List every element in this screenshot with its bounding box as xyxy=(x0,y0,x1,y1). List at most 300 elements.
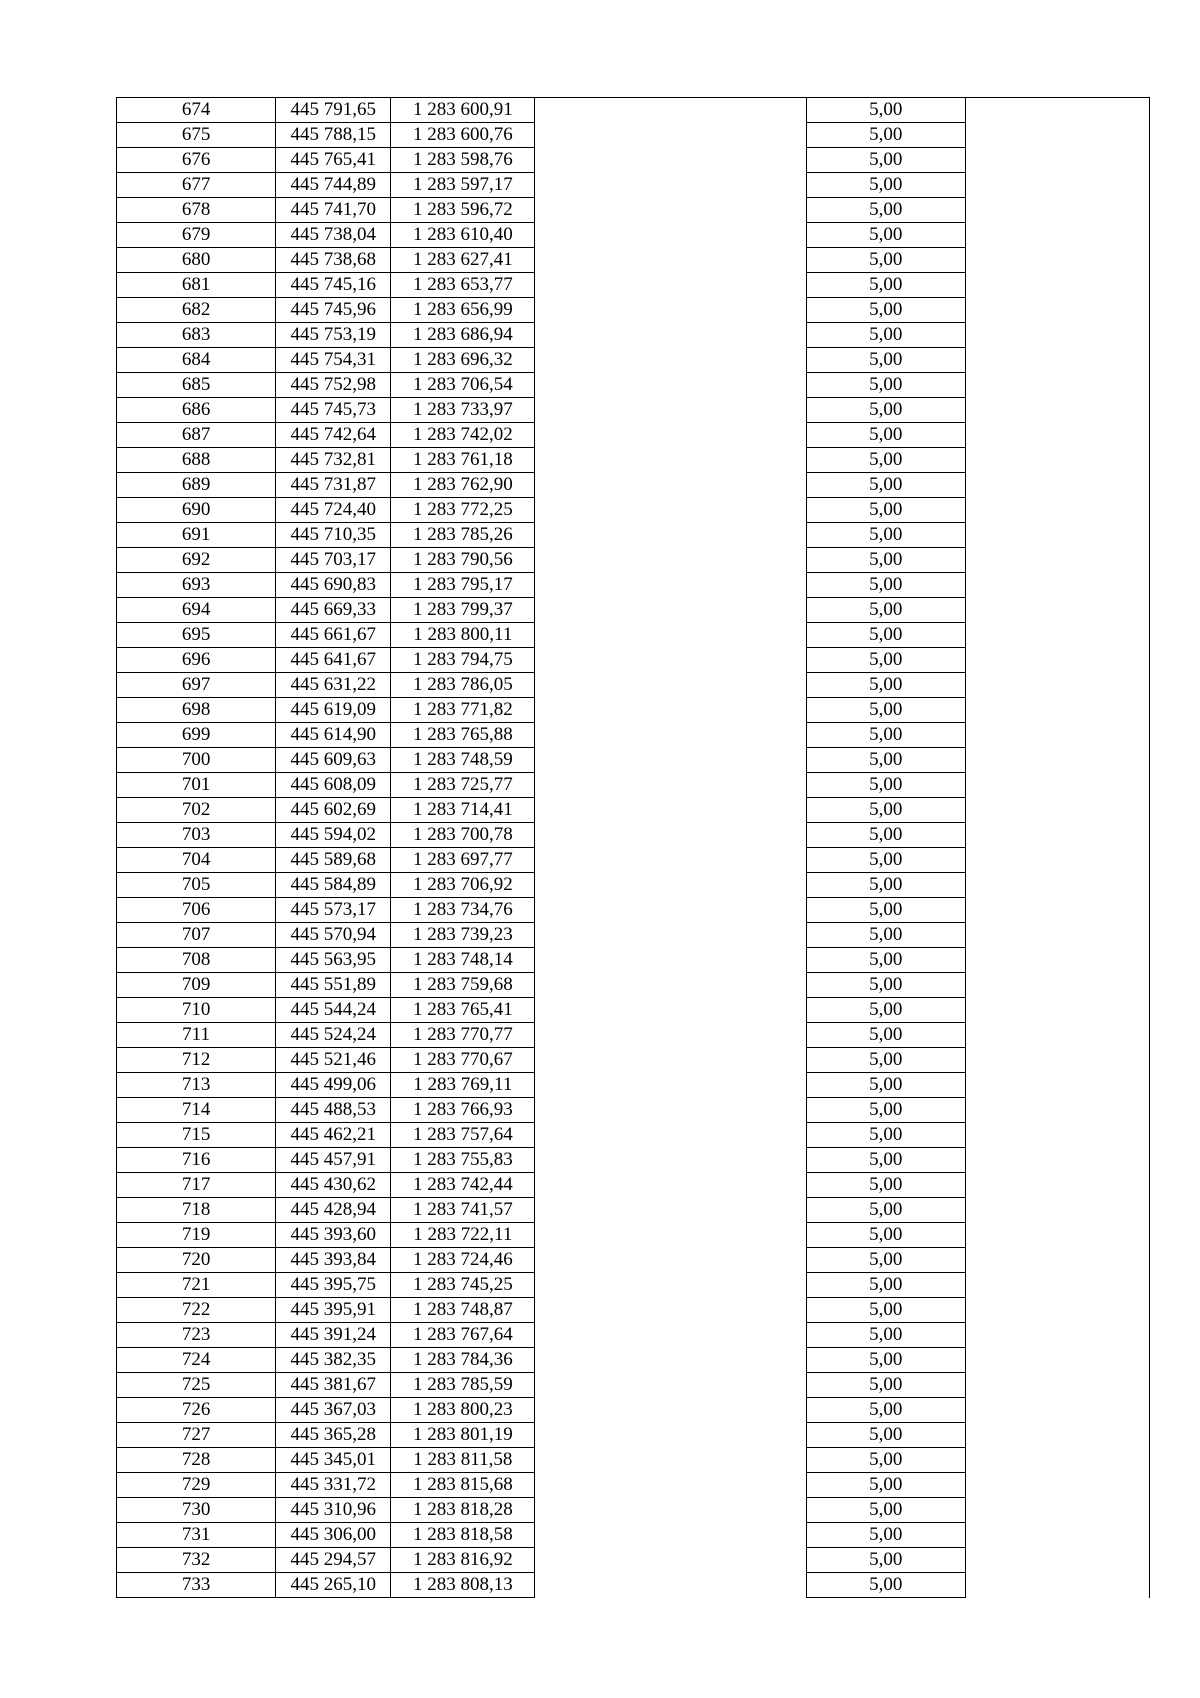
empty-cell xyxy=(965,773,1149,798)
x-coordinate-cell: 445 395,75 xyxy=(276,1273,391,1298)
value-cell: 5,00 xyxy=(806,923,965,948)
value-cell: 5,00 xyxy=(806,1073,965,1098)
y-coordinate-cell: 1 283 748,59 xyxy=(391,748,535,773)
point-number-cell: 683 xyxy=(117,323,276,348)
table-row xyxy=(117,298,1150,323)
value-cell: 5,00 xyxy=(806,1223,965,1248)
x-coordinate-cell: 445 395,91 xyxy=(276,1298,391,1323)
value-cell: 5,00 xyxy=(806,1298,965,1323)
point-number-cell: 685 xyxy=(117,373,276,398)
table-row xyxy=(117,473,1150,498)
point-number-cell: 698 xyxy=(117,698,276,723)
table-row xyxy=(117,998,1150,1023)
table-row xyxy=(117,1323,1150,1348)
table-row xyxy=(117,98,1150,123)
value-cell: 5,00 xyxy=(806,348,965,373)
empty-cell xyxy=(965,1273,1149,1298)
empty-cell xyxy=(535,298,806,323)
point-number-cell: 712 xyxy=(117,1048,276,1073)
empty-cell xyxy=(965,1573,1149,1598)
x-coordinate-cell: 445 744,89 xyxy=(276,173,391,198)
empty-cell xyxy=(535,1373,806,1398)
y-coordinate-cell: 1 283 800,11 xyxy=(391,623,535,648)
point-number-cell: 689 xyxy=(117,473,276,498)
x-coordinate-cell: 445 745,16 xyxy=(276,273,391,298)
empty-cell xyxy=(965,623,1149,648)
x-coordinate-cell: 445 570,94 xyxy=(276,923,391,948)
table-row xyxy=(117,1098,1150,1123)
value-cell: 5,00 xyxy=(806,1398,965,1423)
y-coordinate-cell: 1 283 748,87 xyxy=(391,1298,535,1323)
empty-cell xyxy=(965,423,1149,448)
table-row xyxy=(117,373,1150,398)
y-coordinate-cell: 1 283 597,17 xyxy=(391,173,535,198)
value-cell: 5,00 xyxy=(806,523,965,548)
value-cell: 5,00 xyxy=(806,473,965,498)
x-coordinate-cell: 445 724,40 xyxy=(276,498,391,523)
empty-cell xyxy=(535,148,806,173)
empty-cell xyxy=(965,1348,1149,1373)
value-cell: 5,00 xyxy=(806,1173,965,1198)
empty-cell xyxy=(965,473,1149,498)
empty-cell xyxy=(535,848,806,873)
empty-cell xyxy=(535,1123,806,1148)
value-cell: 5,00 xyxy=(806,448,965,473)
y-coordinate-cell: 1 283 795,17 xyxy=(391,573,535,598)
point-number-cell: 701 xyxy=(117,773,276,798)
value-cell: 5,00 xyxy=(806,873,965,898)
point-number-cell: 688 xyxy=(117,448,276,473)
point-number-cell: 721 xyxy=(117,1273,276,1298)
empty-cell xyxy=(965,298,1149,323)
point-number-cell: 697 xyxy=(117,673,276,698)
y-coordinate-cell: 1 283 700,78 xyxy=(391,823,535,848)
x-coordinate-cell: 445 765,41 xyxy=(276,148,391,173)
empty-cell xyxy=(965,348,1149,373)
y-coordinate-cell: 1 283 765,88 xyxy=(391,723,535,748)
x-coordinate-cell: 445 428,94 xyxy=(276,1198,391,1223)
empty-cell xyxy=(535,1523,806,1548)
y-coordinate-cell: 1 283 739,23 xyxy=(391,923,535,948)
point-number-cell: 714 xyxy=(117,1098,276,1123)
point-number-cell: 699 xyxy=(117,723,276,748)
x-coordinate-cell: 445 551,89 xyxy=(276,973,391,998)
x-coordinate-cell: 445 488,53 xyxy=(276,1098,391,1123)
coordinate-table-body xyxy=(117,98,1150,1598)
empty-cell xyxy=(535,1198,806,1223)
empty-cell xyxy=(535,998,806,1023)
empty-cell xyxy=(535,248,806,273)
point-number-cell: 691 xyxy=(117,523,276,548)
value-cell: 5,00 xyxy=(806,1048,965,1073)
empty-cell xyxy=(535,1073,806,1098)
y-coordinate-cell: 1 283 785,26 xyxy=(391,523,535,548)
empty-cell xyxy=(965,123,1149,148)
empty-cell xyxy=(965,498,1149,523)
empty-cell xyxy=(535,873,806,898)
empty-cell xyxy=(965,1523,1149,1548)
empty-cell xyxy=(965,223,1149,248)
y-coordinate-cell: 1 283 766,93 xyxy=(391,1098,535,1123)
table-row xyxy=(117,648,1150,673)
point-number-cell: 704 xyxy=(117,848,276,873)
value-cell: 5,00 xyxy=(806,98,965,123)
empty-cell xyxy=(535,773,806,798)
point-number-cell: 696 xyxy=(117,648,276,673)
table-row xyxy=(117,748,1150,773)
point-number-cell: 695 xyxy=(117,623,276,648)
value-cell: 5,00 xyxy=(806,648,965,673)
empty-cell xyxy=(965,1248,1149,1273)
value-cell: 5,00 xyxy=(806,423,965,448)
empty-cell xyxy=(535,1248,806,1273)
table-row xyxy=(117,348,1150,373)
empty-cell xyxy=(535,1273,806,1298)
value-cell: 5,00 xyxy=(806,1348,965,1373)
point-number-cell: 718 xyxy=(117,1198,276,1223)
table-row xyxy=(117,148,1150,173)
empty-cell xyxy=(535,448,806,473)
empty-cell xyxy=(965,648,1149,673)
table-row xyxy=(117,1048,1150,1073)
empty-cell xyxy=(965,273,1149,298)
x-coordinate-cell: 445 365,28 xyxy=(276,1423,391,1448)
x-coordinate-cell: 445 391,24 xyxy=(276,1323,391,1348)
empty-cell xyxy=(965,398,1149,423)
table-row xyxy=(117,823,1150,848)
empty-cell xyxy=(965,148,1149,173)
y-coordinate-cell: 1 283 794,75 xyxy=(391,648,535,673)
value-cell: 5,00 xyxy=(806,1498,965,1523)
x-coordinate-cell: 445 589,68 xyxy=(276,848,391,873)
table-row xyxy=(117,323,1150,348)
x-coordinate-cell: 445 753,19 xyxy=(276,323,391,348)
value-cell: 5,00 xyxy=(806,723,965,748)
y-coordinate-cell: 1 283 771,82 xyxy=(391,698,535,723)
value-cell: 5,00 xyxy=(806,1123,965,1148)
empty-cell xyxy=(535,948,806,973)
value-cell: 5,00 xyxy=(806,1323,965,1348)
table-row xyxy=(117,548,1150,573)
y-coordinate-cell: 1 283 714,41 xyxy=(391,798,535,823)
table-row xyxy=(117,1273,1150,1298)
y-coordinate-cell: 1 283 801,19 xyxy=(391,1423,535,1448)
value-cell: 5,00 xyxy=(806,1523,965,1548)
empty-cell xyxy=(535,398,806,423)
y-coordinate-cell: 1 283 800,23 xyxy=(391,1398,535,1423)
point-number-cell: 723 xyxy=(117,1323,276,1348)
point-number-cell: 682 xyxy=(117,298,276,323)
empty-cell xyxy=(965,1048,1149,1073)
point-number-cell: 705 xyxy=(117,873,276,898)
value-cell: 5,00 xyxy=(806,773,965,798)
empty-cell xyxy=(535,973,806,998)
y-coordinate-cell: 1 283 600,91 xyxy=(391,98,535,123)
x-coordinate-cell: 445 521,46 xyxy=(276,1048,391,1073)
y-coordinate-cell: 1 283 761,18 xyxy=(391,448,535,473)
table-row xyxy=(117,723,1150,748)
table-row xyxy=(117,1173,1150,1198)
point-number-cell: 681 xyxy=(117,273,276,298)
empty-cell xyxy=(965,598,1149,623)
empty-cell xyxy=(965,548,1149,573)
empty-cell xyxy=(965,973,1149,998)
point-number-cell: 727 xyxy=(117,1423,276,1448)
value-cell: 5,00 xyxy=(806,398,965,423)
point-number-cell: 675 xyxy=(117,123,276,148)
value-cell: 5,00 xyxy=(806,1248,965,1273)
point-number-cell: 678 xyxy=(117,198,276,223)
value-cell: 5,00 xyxy=(806,1198,965,1223)
y-coordinate-cell: 1 283 818,28 xyxy=(391,1498,535,1523)
table-row xyxy=(117,498,1150,523)
empty-cell xyxy=(965,173,1149,198)
empty-cell xyxy=(965,848,1149,873)
point-number-cell: 726 xyxy=(117,1398,276,1423)
table-row xyxy=(117,398,1150,423)
value-cell: 5,00 xyxy=(806,1573,965,1598)
x-coordinate-cell: 445 393,84 xyxy=(276,1248,391,1273)
point-number-cell: 725 xyxy=(117,1373,276,1398)
y-coordinate-cell: 1 283 600,76 xyxy=(391,123,535,148)
value-cell: 5,00 xyxy=(806,998,965,1023)
x-coordinate-cell: 445 381,67 xyxy=(276,1373,391,1398)
x-coordinate-cell: 445 669,33 xyxy=(276,598,391,623)
value-cell: 5,00 xyxy=(806,673,965,698)
point-number-cell: 719 xyxy=(117,1223,276,1248)
empty-cell xyxy=(535,373,806,398)
empty-cell xyxy=(535,823,806,848)
empty-cell xyxy=(535,1098,806,1123)
x-coordinate-cell: 445 641,67 xyxy=(276,648,391,673)
empty-cell xyxy=(965,698,1149,723)
empty-cell xyxy=(965,948,1149,973)
y-coordinate-cell: 1 283 742,02 xyxy=(391,423,535,448)
y-coordinate-cell: 1 283 786,05 xyxy=(391,673,535,698)
x-coordinate-cell: 445 563,95 xyxy=(276,948,391,973)
table-row xyxy=(117,973,1150,998)
y-coordinate-cell: 1 283 686,94 xyxy=(391,323,535,348)
y-coordinate-cell: 1 283 790,56 xyxy=(391,548,535,573)
table-row xyxy=(117,698,1150,723)
empty-cell xyxy=(535,1473,806,1498)
table-row xyxy=(117,1573,1150,1598)
empty-cell xyxy=(535,648,806,673)
value-cell: 5,00 xyxy=(806,623,965,648)
empty-cell xyxy=(535,698,806,723)
value-cell: 5,00 xyxy=(806,823,965,848)
y-coordinate-cell: 1 283 769,11 xyxy=(391,1073,535,1098)
y-coordinate-cell: 1 283 610,40 xyxy=(391,223,535,248)
x-coordinate-cell: 445 524,24 xyxy=(276,1023,391,1048)
y-coordinate-cell: 1 283 742,44 xyxy=(391,1173,535,1198)
empty-cell xyxy=(535,523,806,548)
y-coordinate-cell: 1 283 785,59 xyxy=(391,1373,535,1398)
value-cell: 5,00 xyxy=(806,298,965,323)
table-row xyxy=(117,798,1150,823)
value-cell: 5,00 xyxy=(806,1448,965,1473)
table-row xyxy=(117,523,1150,548)
x-coordinate-cell: 445 544,24 xyxy=(276,998,391,1023)
y-coordinate-cell: 1 283 722,11 xyxy=(391,1223,535,1248)
empty-cell xyxy=(965,923,1149,948)
empty-cell xyxy=(535,748,806,773)
point-number-cell: 702 xyxy=(117,798,276,823)
x-coordinate-cell: 445 393,60 xyxy=(276,1223,391,1248)
value-cell: 5,00 xyxy=(806,1273,965,1298)
point-number-cell: 731 xyxy=(117,1523,276,1548)
point-number-cell: 730 xyxy=(117,1498,276,1523)
empty-cell xyxy=(965,1373,1149,1398)
x-coordinate-cell: 445 703,17 xyxy=(276,548,391,573)
y-coordinate-cell: 1 283 815,68 xyxy=(391,1473,535,1498)
empty-cell xyxy=(535,623,806,648)
table-row xyxy=(117,923,1150,948)
x-coordinate-cell: 445 584,89 xyxy=(276,873,391,898)
x-coordinate-cell: 445 306,00 xyxy=(276,1523,391,1548)
y-coordinate-cell: 1 283 757,64 xyxy=(391,1123,535,1148)
table-row xyxy=(117,123,1150,148)
table-row xyxy=(117,448,1150,473)
x-coordinate-cell: 445 430,62 xyxy=(276,1173,391,1198)
empty-cell xyxy=(535,1323,806,1348)
empty-cell xyxy=(535,1173,806,1198)
x-coordinate-cell: 445 294,57 xyxy=(276,1548,391,1573)
empty-cell xyxy=(965,1473,1149,1498)
empty-cell xyxy=(965,1173,1149,1198)
point-number-cell: 706 xyxy=(117,898,276,923)
value-cell: 5,00 xyxy=(806,1148,965,1173)
value-cell: 5,00 xyxy=(806,748,965,773)
value-cell: 5,00 xyxy=(806,1548,965,1573)
table-row xyxy=(117,1198,1150,1223)
value-cell: 5,00 xyxy=(806,1098,965,1123)
point-number-cell: 687 xyxy=(117,423,276,448)
empty-cell xyxy=(535,1148,806,1173)
empty-cell xyxy=(965,1448,1149,1473)
point-number-cell: 729 xyxy=(117,1473,276,1498)
empty-cell xyxy=(965,1298,1149,1323)
table-row xyxy=(117,1148,1150,1173)
y-coordinate-cell: 1 283 767,64 xyxy=(391,1323,535,1348)
table-row xyxy=(117,1548,1150,1573)
y-coordinate-cell: 1 283 733,97 xyxy=(391,398,535,423)
x-coordinate-cell: 445 754,31 xyxy=(276,348,391,373)
empty-cell xyxy=(535,273,806,298)
empty-cell xyxy=(965,1123,1149,1148)
value-cell: 5,00 xyxy=(806,548,965,573)
point-number-cell: 693 xyxy=(117,573,276,598)
empty-cell xyxy=(965,523,1149,548)
empty-cell xyxy=(965,748,1149,773)
empty-cell xyxy=(965,198,1149,223)
x-coordinate-cell: 445 619,09 xyxy=(276,698,391,723)
y-coordinate-cell: 1 283 734,76 xyxy=(391,898,535,923)
value-cell: 5,00 xyxy=(806,1373,965,1398)
empty-cell xyxy=(965,1148,1149,1173)
x-coordinate-cell: 445 331,72 xyxy=(276,1473,391,1498)
table-row xyxy=(117,573,1150,598)
y-coordinate-cell: 1 283 745,25 xyxy=(391,1273,535,1298)
table-row xyxy=(117,173,1150,198)
point-number-cell: 692 xyxy=(117,548,276,573)
y-coordinate-cell: 1 283 799,37 xyxy=(391,598,535,623)
y-coordinate-cell: 1 283 759,68 xyxy=(391,973,535,998)
point-number-cell: 686 xyxy=(117,398,276,423)
y-coordinate-cell: 1 283 748,14 xyxy=(391,948,535,973)
table-row xyxy=(117,773,1150,798)
point-number-cell: 684 xyxy=(117,348,276,373)
point-number-cell: 674 xyxy=(117,98,276,123)
x-coordinate-cell: 445 791,65 xyxy=(276,98,391,123)
empty-cell xyxy=(535,798,806,823)
y-coordinate-cell: 1 283 755,83 xyxy=(391,1148,535,1173)
value-cell: 5,00 xyxy=(806,948,965,973)
point-number-cell: 690 xyxy=(117,498,276,523)
y-coordinate-cell: 1 283 627,41 xyxy=(391,248,535,273)
empty-cell xyxy=(965,323,1149,348)
empty-cell xyxy=(965,1423,1149,1448)
x-coordinate-cell: 445 631,22 xyxy=(276,673,391,698)
empty-cell xyxy=(535,223,806,248)
coordinate-table-sheet xyxy=(116,97,1150,1598)
x-coordinate-cell: 445 499,06 xyxy=(276,1073,391,1098)
x-coordinate-cell: 445 608,09 xyxy=(276,773,391,798)
empty-cell xyxy=(535,473,806,498)
table-row xyxy=(117,898,1150,923)
table-row xyxy=(117,273,1150,298)
y-coordinate-cell: 1 283 811,58 xyxy=(391,1448,535,1473)
empty-cell xyxy=(965,573,1149,598)
value-cell: 5,00 xyxy=(806,573,965,598)
empty-cell xyxy=(535,498,806,523)
point-number-cell: 676 xyxy=(117,148,276,173)
table-row xyxy=(117,598,1150,623)
table-row xyxy=(117,1498,1150,1523)
point-number-cell: 715 xyxy=(117,1123,276,1148)
table-row xyxy=(117,1223,1150,1248)
x-coordinate-cell: 445 661,67 xyxy=(276,623,391,648)
empty-cell xyxy=(965,448,1149,473)
point-number-cell: 710 xyxy=(117,998,276,1023)
point-number-cell: 709 xyxy=(117,973,276,998)
empty-cell xyxy=(535,423,806,448)
value-cell: 5,00 xyxy=(806,248,965,273)
y-coordinate-cell: 1 283 598,76 xyxy=(391,148,535,173)
y-coordinate-cell: 1 283 808,13 xyxy=(391,1573,535,1598)
empty-cell xyxy=(965,1323,1149,1348)
x-coordinate-cell: 445 614,90 xyxy=(276,723,391,748)
empty-cell xyxy=(535,123,806,148)
value-cell: 5,00 xyxy=(806,173,965,198)
y-coordinate-cell: 1 283 772,25 xyxy=(391,498,535,523)
empty-cell xyxy=(965,248,1149,273)
empty-cell xyxy=(965,1223,1149,1248)
y-coordinate-cell: 1 283 741,57 xyxy=(391,1198,535,1223)
x-coordinate-cell: 445 741,70 xyxy=(276,198,391,223)
coordinate-table xyxy=(116,97,1150,1598)
empty-cell xyxy=(965,823,1149,848)
empty-cell xyxy=(965,898,1149,923)
empty-cell xyxy=(535,573,806,598)
empty-cell xyxy=(965,673,1149,698)
x-coordinate-cell: 445 738,04 xyxy=(276,223,391,248)
y-coordinate-cell: 1 283 697,77 xyxy=(391,848,535,873)
x-coordinate-cell: 445 745,73 xyxy=(276,398,391,423)
empty-cell xyxy=(535,1498,806,1523)
empty-cell xyxy=(535,1223,806,1248)
empty-cell xyxy=(535,1423,806,1448)
